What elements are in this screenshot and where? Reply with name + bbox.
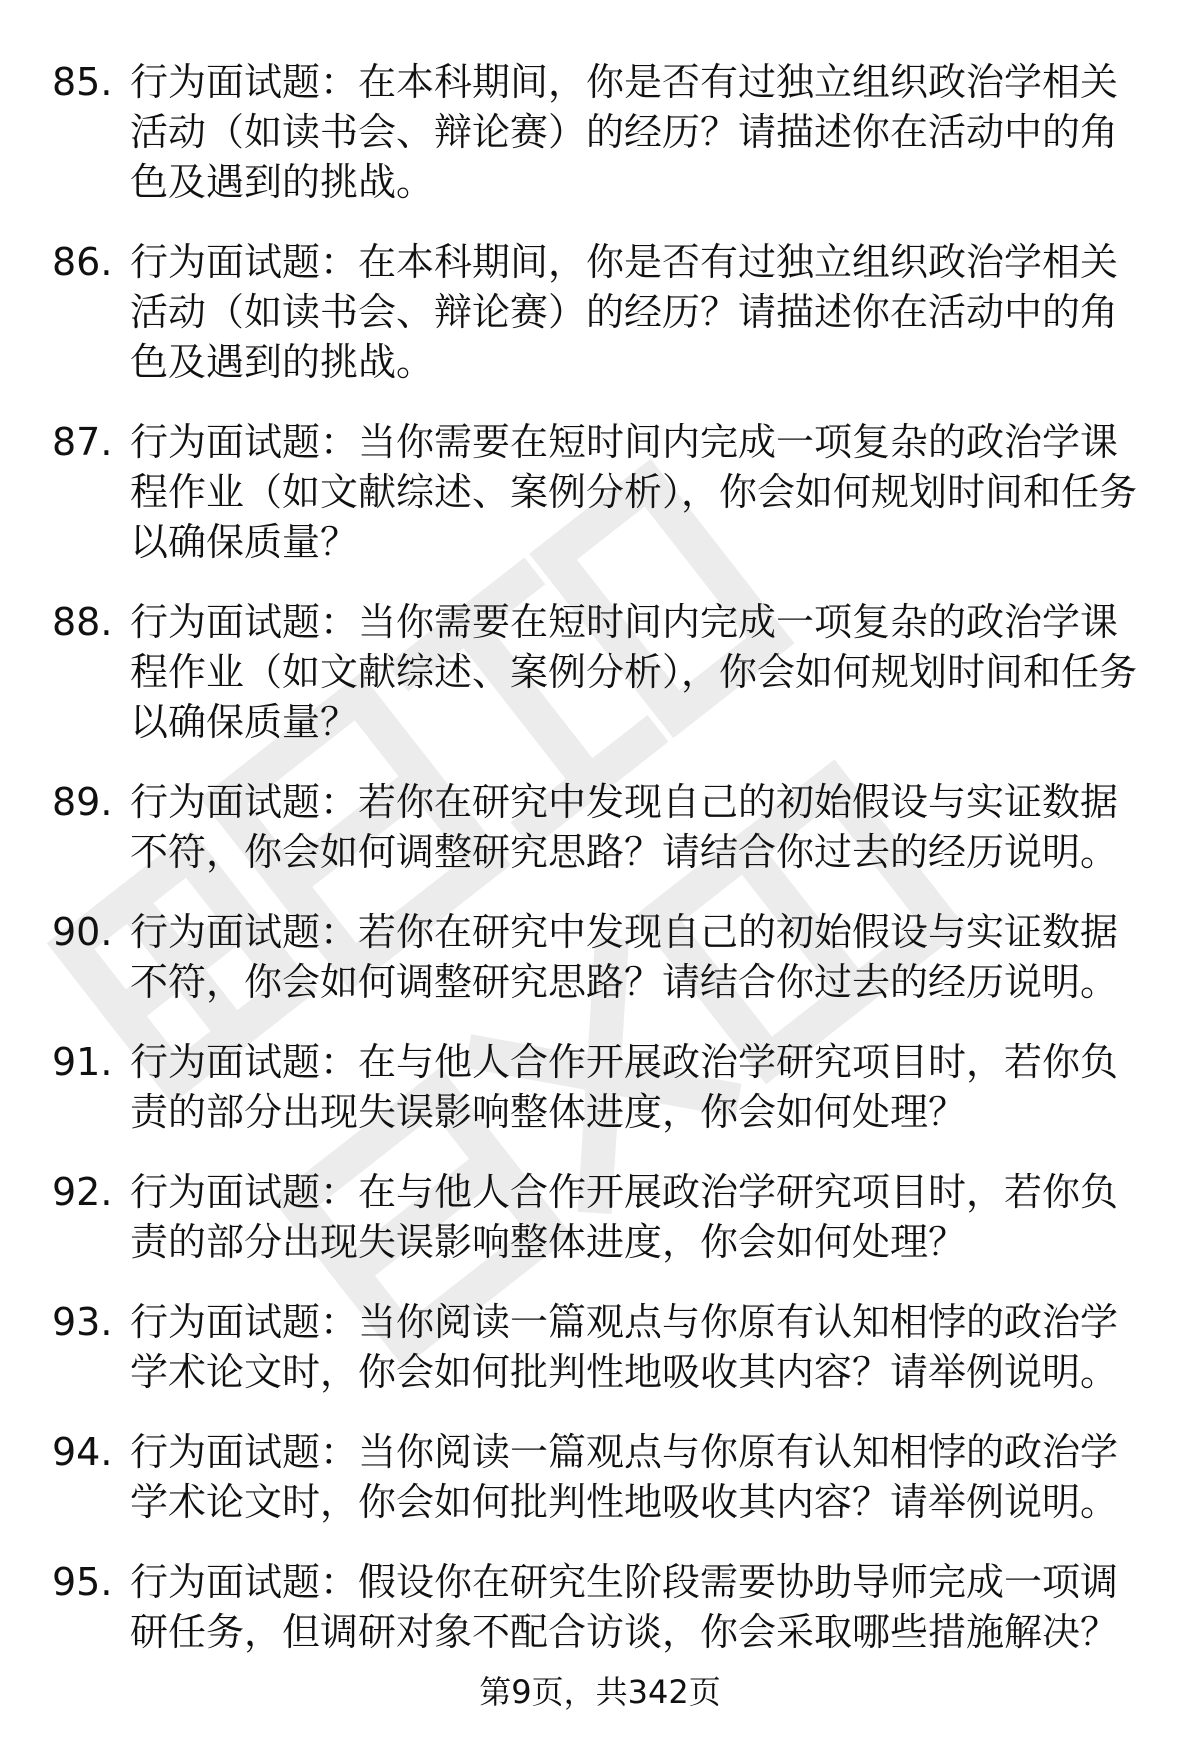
question-number: 87. <box>52 420 113 464</box>
question-text: 行为面试题：若你在研究中发现自己的初始假设与实证数据不符，你会如何调整研究思路？请结合你过去的经历说明。 <box>130 780 1119 874</box>
question-number: 95. <box>52 1560 113 1604</box>
question-item <box>0 597 1200 747</box>
question-text: 行为面试题：在与他人合作开展政治学研究项目时，若你负责的部分出现失误影响整体进度，你会如何处理？ <box>130 1040 1119 1134</box>
question-item <box>0 1037 1200 1137</box>
question-text: 行为面试题：当你需要在短时间内完成一项复杂的政治学课程作业（如文献综述、案例分析），你会如何规划时间和任务以确保质量？ <box>130 420 1138 564</box>
question-text: 行为面试题：当你阅读一篇观点与你原有认知相悖的政治学学术论文时，你会如何批判性地吸收其内容？请举例说明。 <box>130 1300 1119 1394</box>
question-item <box>0 1557 1200 1657</box>
question-text: 行为面试题：假设你在研究生阶段需要协助导师完成一项调研任务，但调研对象不配合访谈，你会采取哪些措施解决？ <box>130 1560 1119 1654</box>
question-item <box>0 777 1200 877</box>
question-item <box>0 57 1200 207</box>
question-item <box>0 907 1200 1007</box>
question-item <box>0 1297 1200 1397</box>
question-text: 行为面试题：在本科期间，你是否有过独立组织政治学相关活动（如读书会、辩论赛）的经历？请描述你在活动中的角色及遇到的挑战。 <box>130 240 1119 384</box>
question-text: 行为面试题：当你阅读一篇观点与你原有认知相悖的政治学学术论文时，你会如何批判性地吸收其内容？请举例说明。 <box>130 1430 1119 1524</box>
question-number: 94. <box>52 1430 113 1474</box>
question-number: 91. <box>52 1040 113 1084</box>
page-number: 第9页，共342页 <box>479 1673 721 1711</box>
question-text: 行为面试题：在本科期间，你是否有过独立组织政治学相关活动（如读书会、辩论赛）的经历？请描述你在活动中的角色及遇到的挑战。 <box>130 60 1119 204</box>
question-number: 86. <box>52 240 113 284</box>
question-text: 行为面试题：若你在研究中发现自己的初始假设与实证数据不符，你会如何调整研究思路？请结合你过去的经历说明。 <box>130 910 1119 1004</box>
question-item <box>0 417 1200 567</box>
question-item <box>0 237 1200 387</box>
question-text: 行为面试题：在与他人合作开展政治学研究项目时，若你负责的部分出现失误影响整体进度，你会如何处理？ <box>130 1170 1119 1264</box>
question-number: 92. <box>52 1170 113 1214</box>
question-text: 行为面试题：当你需要在短时间内完成一项复杂的政治学课程作业（如文献综述、案例分析），你会如何规划时间和任务以确保质量？ <box>130 600 1138 744</box>
question-number: 88. <box>52 600 113 644</box>
question-item <box>0 1427 1200 1527</box>
question-item <box>0 1167 1200 1267</box>
question-number: 85. <box>52 60 113 104</box>
question-list <box>0 57 1200 1687</box>
question-number: 89. <box>52 780 113 824</box>
question-number: 93. <box>52 1300 113 1344</box>
question-number: 90. <box>52 910 113 954</box>
